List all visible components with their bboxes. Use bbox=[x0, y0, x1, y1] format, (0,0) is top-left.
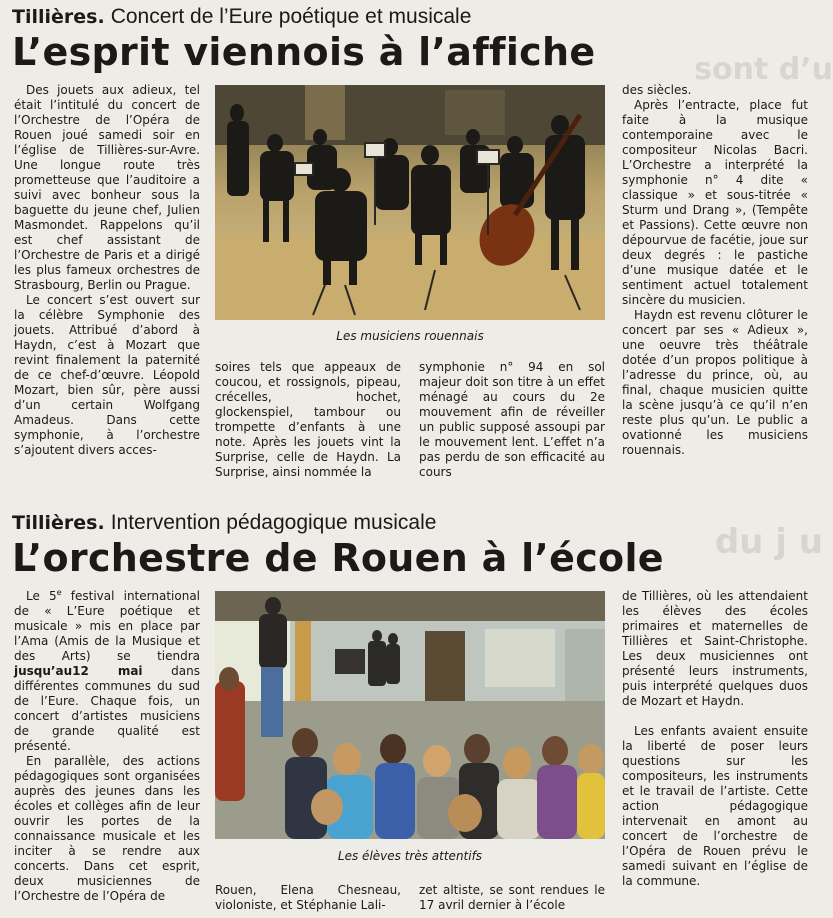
article2-col1-paragraph-1 bbox=[14, 589, 200, 754]
article2-col2-paragraph: Rouen, Elena Chesneau, violoniste, et Stéphanie Lali- bbox=[215, 883, 401, 912]
article1-kicker bbox=[12, 6, 471, 28]
article2-col4-paragraph: Les enfants avaient ensuite la liberté de poser leurs questions sur les compositeurs, les instruments et le travail de l’artiste. Cette action pédagogique intervenait en amont au concert de l’orchestre de l’Opéra de Rouen prévu le samedi suivant en l’église de la commune. bbox=[622, 724, 808, 888]
article1-column-2 bbox=[215, 360, 401, 485]
article1-col2-paragraph: soires tels que appeaux de coucou, et rossignols, pipeau, crécelles, hochet, glockenspiel, tambour ou trompette d’enfants à une note. Après les jouets vint la Surprise, celle de Haydn. La Surprise, ainsi nommée la bbox=[215, 360, 401, 479]
article1-headline: L’esprit viennois à l’affiche bbox=[12, 30, 596, 74]
paragraph-spacer bbox=[622, 709, 808, 724]
bleed-through-text-bottom: du j u bbox=[714, 522, 823, 562]
article2-location: Tillières. bbox=[12, 512, 105, 534]
article2-headline: L’orchestre de Rouen à l’école bbox=[12, 536, 664, 580]
classroom-photo-image bbox=[215, 591, 605, 839]
article1-column-3 bbox=[419, 360, 605, 485]
article1-col3-paragraph: symphonie n° 94 en sol majeur doit son titre à un effet ménagé au cours du 2e mouvement afin de réveiller un public supposé assoupi par le mouvement lent. L’effet n’a pas perdu de son efficacité au cours bbox=[419, 360, 605, 479]
article2-col3-paragraph: zet altiste, se sont rendues le 17 avril dernier à l’école bbox=[419, 883, 605, 912]
article1-rubric: Concert de l’Eure poétique et musicale bbox=[110, 5, 472, 28]
article2-column-4 bbox=[622, 589, 808, 918]
bleed-through-text-top: sont d’u bbox=[694, 52, 833, 87]
article2-col1-text: Le 5 bbox=[26, 589, 57, 603]
article2-col1-text: festival international de « L’Eure poétique et musicale » mis en place par l’Ama (Amis de la Musique et des Arts) se tiendra bbox=[14, 589, 201, 663]
article2-kicker bbox=[12, 512, 436, 534]
article2-col1-paragraph-2: En parallèle, des actions pédagogiques sont organisées auprès des jeunes dans les écoles et collèges afin de leur ouvrir les portes de la connaissance musicale et les inciter à se rendre aux concerts. Dans cet esprit, deux musiciennes de l’Orchestre de l’Opéra de bbox=[14, 754, 200, 903]
article2-column-2 bbox=[215, 883, 401, 918]
article1-location: Tillières. bbox=[12, 6, 105, 28]
superscript: e bbox=[56, 588, 62, 597]
article2-column-3 bbox=[419, 883, 605, 918]
orchestra-photo bbox=[215, 85, 605, 320]
article2-column-1 bbox=[14, 589, 200, 918]
article2-col4-paragraph: de Tillières, où les attendaient les élèves des écoles primaires et maternelles de Tillières et Saint-Christophe. Les deux musiciennes ont présenté leurs instruments, puis interprété quelques duos de Mozart et Haydn. bbox=[622, 589, 808, 708]
orchestra-photo-image bbox=[215, 85, 605, 320]
article2-col1-text: dans différentes communes du sud de l’Eure. Chaque fois, un concert d’artistes musiciens de grande qualité est présenté. bbox=[14, 664, 200, 753]
article1-col1-paragraph: Des jouets aux adieux, tel était l’intitulé du concert de l’Orchestre de l’Opéra de Rouen joué samedi soir en l’église de Tillières-sur-Avre. Une longue route très prometteuse que l’auditoire a suivi avec bonheur sous la baguette du jeune chef, Julien Masmondet. Rappelons qu’il est chef assistant de l’Orchestre de Paris et a dirigé les plus fameux orchestres de Strasbourg, Berlin ou Prague. bbox=[14, 83, 200, 292]
article1-column-1 bbox=[14, 83, 200, 488]
article1-col1-paragraph: Le concert s’est ouvert sur la célèbre Symphonie des jouets. Attribué d’abord à Haydn, c’est à Mozart que revint finalement la paternité de ce chef-d’œuvre. Léopold Mozart, bien sûr, père aussi d’un certain Wolfgang Amadeus. Dans cette symphonie, à l’orchestre s’ajoutent divers acces- bbox=[14, 293, 200, 457]
article2-photo-caption: Les élèves très attentifs bbox=[337, 849, 483, 863]
article2-rubric: Intervention pédagogique musicale bbox=[110, 511, 437, 534]
article1-col4-paragraph: Après l’entracte, place fut faite à la musique contemporaine avec le compositeur Nicolas Bacri. L’Orchestre a interprété la symphonie n° 4 dite « classique » et sous-titrée « Sturm und Drang », (Tempête et Passions). Cette œuvre non dépourvue de facétie, joue sur deux degrés : le pastiche d’une musique datée et le sentiment actuel totalement sincère du musicien. bbox=[622, 98, 808, 307]
article1-photo-caption: Les musiciens rouennais bbox=[336, 329, 484, 343]
article1-col4-paragraph: des siècles. bbox=[622, 83, 692, 97]
article2-col1-bold-date: jusqu’au12 mai bbox=[14, 664, 143, 678]
article1-col4-paragraph: Haydn est revenu clôturer le concert par ses « Adieux », une oeuvre très théâtrale dotée d’un propos politique à l’adresse du prince, où, au final, chaque musicien quitte la scène jusqu’à ce qu’il n’en reste plus qu’un. Le public a ovationné les musiciens rouennais. bbox=[622, 308, 808, 457]
classroom-photo bbox=[215, 591, 605, 839]
article1-column-4 bbox=[622, 83, 808, 488]
